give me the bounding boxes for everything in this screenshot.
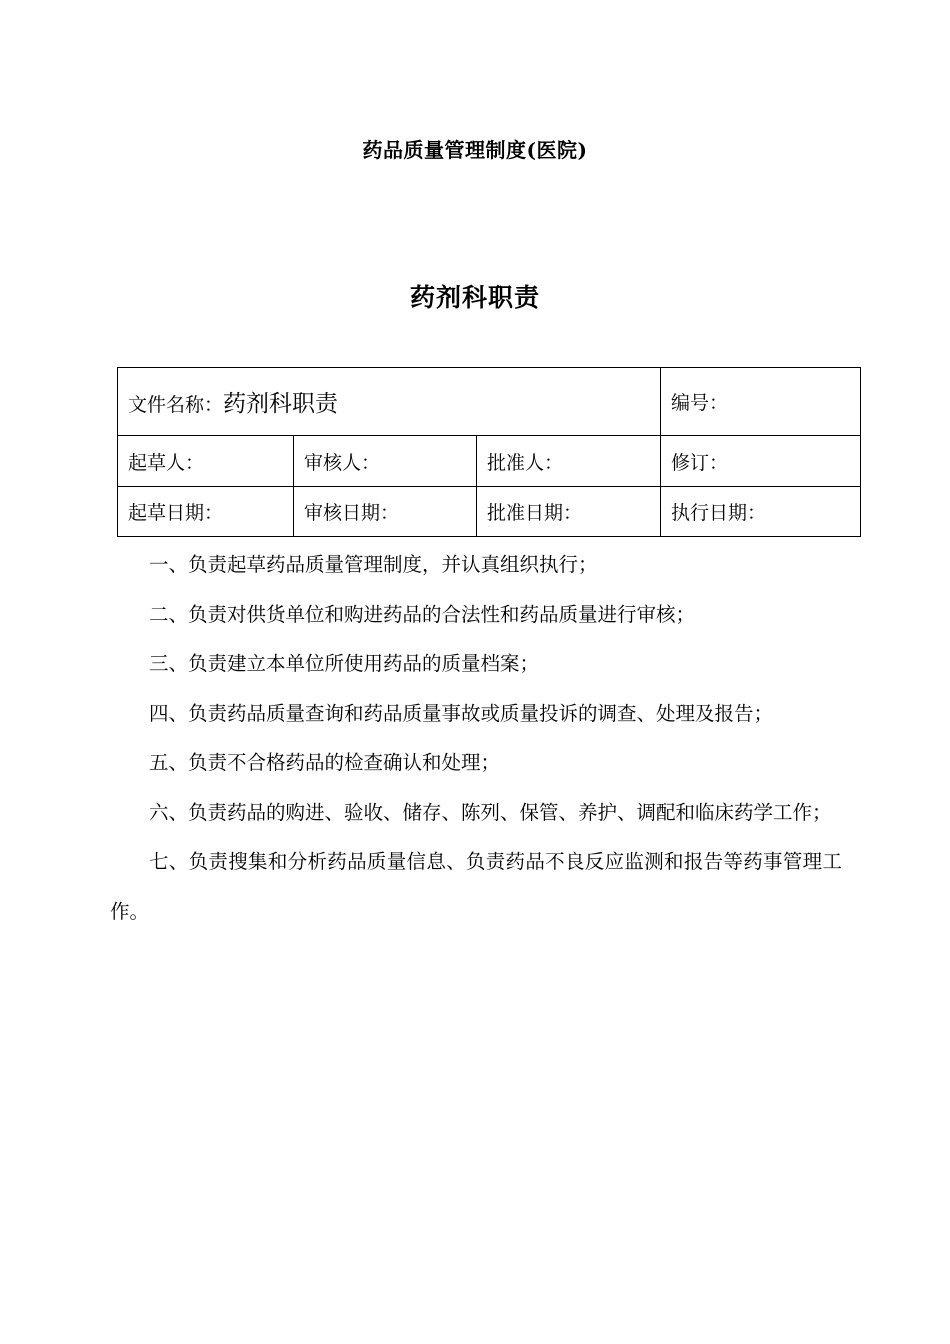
duty-item: 七、负责搜集和分析药品质量信息、负责药品不良反应监测和报告等药事管理工作。 xyxy=(110,850,842,923)
document-number-cell: 编号： xyxy=(661,368,861,436)
duty-item: 四、负责药品质量查询和药品质量事故或质量投诉的调查、处理及报告； xyxy=(149,701,774,725)
document-header: 药品质量管理制度(医院) xyxy=(362,138,588,162)
duty-item: 三、负责建立本单位所使用药品的质量档案； xyxy=(149,652,540,675)
file-name-value: 药剂科职责 xyxy=(223,391,339,417)
approval-date-cell: 批准日期： xyxy=(477,487,661,537)
duty-item: 一、负责起草药品质量管理制度，并认真组织执行； xyxy=(149,553,598,576)
table-row xyxy=(118,487,861,537)
draft-date-cell: 起草日期： xyxy=(118,487,294,537)
approver-cell: 批准人： xyxy=(477,436,661,487)
table-row xyxy=(118,436,861,487)
duty-item: 二、负责对供货单位和购进药品的合法性和药品质量进行审核； xyxy=(149,602,696,626)
revision-cell: 修订： xyxy=(661,436,861,487)
file-name-cell xyxy=(118,368,661,436)
document-info-table xyxy=(117,367,861,537)
file-name-label: 文件名称： xyxy=(128,394,224,416)
reviewer-cell: 审核人： xyxy=(294,436,477,487)
effective-date-cell: 执行日期： xyxy=(661,487,861,537)
duties-list xyxy=(110,540,842,936)
document-title: 药剂科职责 xyxy=(409,283,540,312)
duty-item: 五、负责不合格药品的检查确认和处理； xyxy=(149,751,501,774)
review-date-cell: 审核日期： xyxy=(294,487,477,537)
duty-item: 六、负责药品的购进、验收、储存、陈列、保管、养护、调配和临床药学工作； xyxy=(149,800,832,824)
table-row xyxy=(118,368,861,436)
drafter-cell: 起草人： xyxy=(118,436,294,487)
